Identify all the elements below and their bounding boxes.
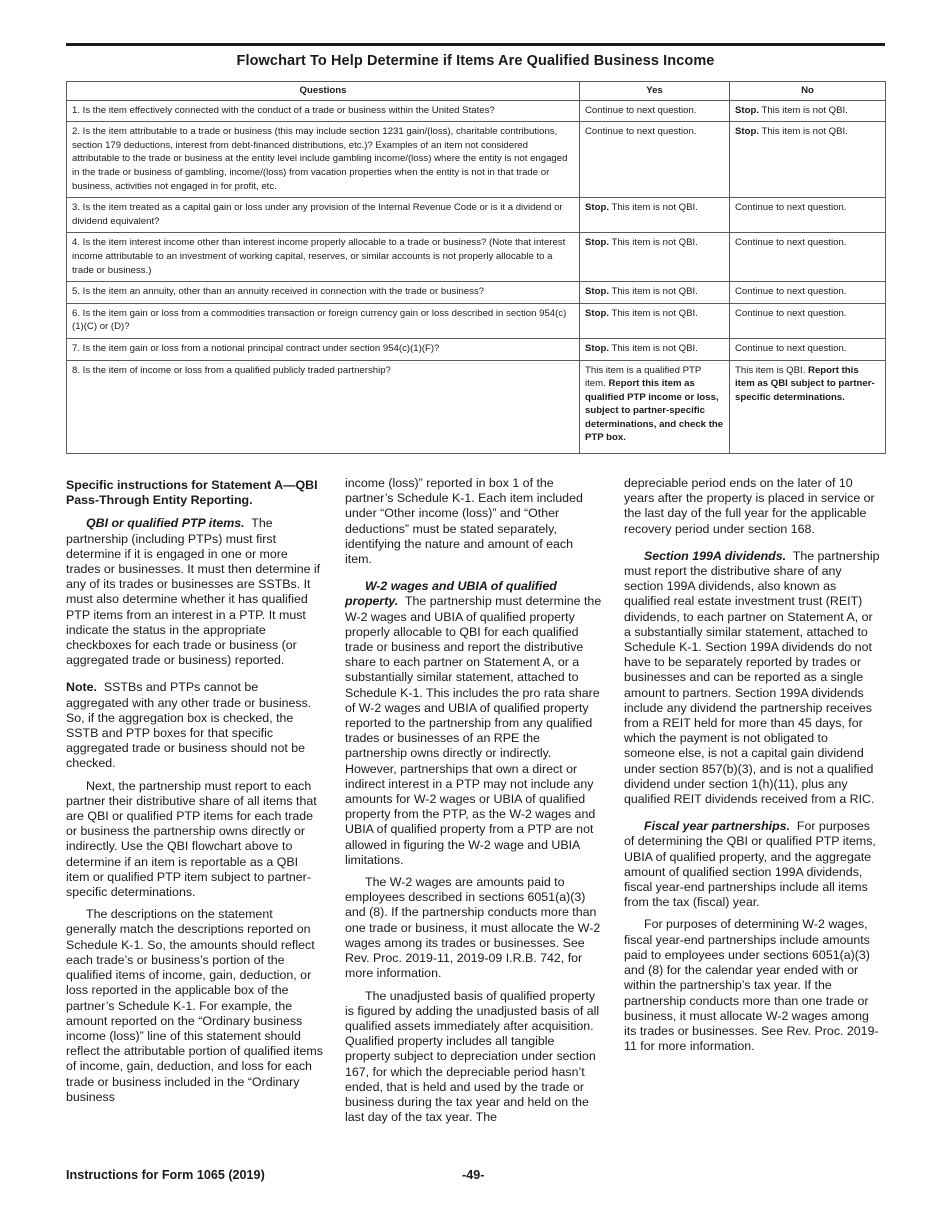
paragraph-heading: W-2 wages and UBIA of qualified property. — [345, 579, 557, 609]
no-text: This item is not QBI. — [758, 126, 848, 138]
yes-text: This item is not QBI. — [608, 342, 698, 354]
yes-cell — [580, 122, 730, 198]
no-instruction: Report this item as QBI subject to partner-specific determinations. — [735, 364, 875, 403]
yes-cell — [580, 303, 730, 338]
top-rule — [66, 43, 885, 46]
no-cell — [730, 303, 886, 338]
page-title: Flowchart To Help Determine if Items Are Qualified Business Income — [236, 53, 715, 69]
question-cell: 4. Is the item interest income other than interest income properly allocable to a trade or business? (Note that interest income attributable to an investment of working capital, reserves, or similar accounts is not properly allocable to a trade or business.) — [67, 233, 580, 282]
question-cell: 3. Is the item treated as a capital gain or loss under any provision of the Internal Revenue Code or is it a dividend or dividend equivalent? — [67, 198, 580, 233]
table-row — [67, 338, 886, 360]
yes-instruction: Report this item as qualified PTP income or loss, subject to partner-specific determinations, and check the PTP box. — [585, 378, 724, 444]
paragraph: For purposes of determining W-2 wages, fiscal year-end partnerships include amounts paid to employees under sections 6051(a)(3) and (8) for the calendar year ended with or within the partnership’s tax year. If the partnership conducts more than one trade or business, it must allocate W-2 wages among its trades or businesses. See Rev. Proc. 2019-11 for more information. — [624, 917, 879, 1054]
yes-cell — [580, 100, 730, 122]
page-number: -49- — [462, 1168, 485, 1182]
no-text: Continue to next question. — [735, 286, 847, 298]
no-text: Continue to next question. — [735, 237, 847, 249]
no-text: Continue to next question. — [735, 202, 847, 214]
paragraph — [66, 516, 323, 668]
paragraph-heading: QBI or qualified PTP items. — [86, 516, 245, 531]
yes-cell — [580, 282, 730, 304]
no-cell — [730, 122, 886, 198]
form-footer-title: Instructions for Form 1065 (2019) — [66, 1168, 265, 1182]
table-row — [67, 198, 886, 233]
note-paragraph — [66, 680, 323, 771]
no-cell — [730, 198, 886, 233]
no-stop: Stop. — [735, 126, 759, 138]
header-no: No — [730, 82, 886, 101]
paragraph: Next, the partnership must report to each partner their distributive share of all items that are QBI or qualified PTP items for each trade or business the partnership owns directly or indirectly. Use the QBI flowchart above to determine if an item is reportable as a QBI item or qualified PTP item subject to partner-specific determinations. — [66, 778, 317, 900]
yes-text: This item is not QBI. — [608, 202, 698, 214]
yes-text: This item is not QBI. — [608, 237, 698, 249]
yes-text: This item is not QBI. — [608, 307, 698, 319]
qbi-flowchart-table — [66, 81, 886, 454]
table-row — [67, 360, 886, 454]
note-label: Note. — [66, 680, 97, 695]
question-cell: 6. Is the item gain or loss from a commodities transaction or foreign currency gain or loss described in section 954(c)(1)(C) or (D)? — [67, 303, 580, 338]
table-row — [67, 282, 886, 304]
table-row — [67, 233, 886, 282]
paragraph-text: The partnership must report the distributive share of any section 199A dividends, also known as qualified real estate investment trust (REIT) dividends, to each partner on Statement A, or a substantially similar statement, attached to Schedule K-1. Section 199A dividends do not have to be separately reported by trades or businesses and can be reported as a single amount to partners. Section 199A dividends include any dividend the partnership receives from a REIT held for more than 45 days, for which the payment is not obligated to someone else, is not a capital gain dividend under section 857(b)(3), and is not a qualified dividend under section 1(h)(11), plus any qualified REIT dividends received from a RIC. — [624, 548, 880, 807]
yes-stop: Stop. — [585, 307, 609, 319]
paragraph: depreciable period ends on the later of 10 years after the property is placed in service or the last day of the full year for the applicable recovery period under section 168. — [624, 476, 875, 536]
section-heading: Specific instructions for Statement A—QBI Pass-Through Entity Reporting. — [66, 478, 318, 508]
yes-text: Continue to next question. — [585, 126, 697, 138]
paragraph: income (loss)” reported in box 1 of the partner’s Schedule K-1. Each item included under “Other income (loss)” and “Other deductions” must be stated separately, identifying the nature and amount of each item. — [345, 476, 583, 567]
yes-stop: Stop. — [585, 202, 609, 214]
no-text: Continue to next question. — [735, 307, 847, 319]
no-cell — [730, 282, 886, 304]
header-yes: Yes — [580, 82, 730, 101]
no-cell — [730, 233, 886, 282]
no-cell — [730, 338, 886, 360]
table-row — [67, 100, 886, 122]
yes-cell — [580, 233, 730, 282]
yes-text: Continue to next question. — [585, 104, 697, 116]
no-text: Continue to next question. — [735, 342, 847, 354]
paragraph-heading: Section 199A dividends. — [644, 548, 787, 563]
paragraph-text: The partnership must determine the W-2 wages and UBIA of qualified property properly allocable to QBI for each qualified trade or business and report the distributive share to each partner on Statement A, or a substantially similar statement, attached to Schedule K-1. This includes the pro rata share of W-2 wages and UBIA of qualified property reported to the partnership from any qualified trades or businesses of an RPE the partnership owns directly or indirectly. However, partnerships that own a direct or indirect interest in a PTP may not include any amounts for W-2 wages or UBIA of qualified property from the PTP, as the W-2 wages and UBIA of qualified property from a PTP are not allowed in figuring the W-2 wage and UBIA limitations. — [345, 594, 602, 867]
no-cell — [730, 360, 886, 454]
column-2 — [345, 476, 602, 1132]
table-row — [67, 122, 886, 198]
column-3 — [624, 476, 881, 1061]
header-questions: Questions — [67, 82, 580, 101]
paragraph-heading: Fiscal year partnerships. — [644, 819, 791, 834]
question-cell: 7. Is the item gain or loss from a notional principal contract under section 954(c)(1)(F)? — [67, 338, 580, 360]
yes-text: This item is not QBI. — [608, 286, 698, 298]
yes-stop: Stop. — [585, 342, 609, 354]
table-header-row — [67, 82, 886, 101]
question-cell: 2. Is the item attributable to a trade or business (this may include section 1231 gain/(loss), charitable contributions, section 179 deductions, interest from debt-financed distributions, etc.)? Examples of an item not considered attributable to the trade or business at the entity level include gambling income/(loss) where the entity is not engaged in the trade or business of gambling, income/(loss) from vacation properties when the entity is not in that trade or business, activities not engaged in for profit, etc. — [67, 122, 580, 198]
table-row — [67, 303, 886, 338]
no-stop: Stop. — [735, 104, 759, 116]
paragraph — [624, 549, 881, 807]
column-1 — [66, 476, 323, 1112]
paragraph-text: The partnership (including PTPs) must first determine if it is engaged in one or more trades or businesses. It must then determine if any of its trades or businesses are SSTBs. It must also determine whether it has qualified PTP items from an interest in a PTP. It must indicate the status in the appropriate checkboxes for each trade or business (or aggregated trade or business) reported. — [66, 516, 321, 668]
paragraph: The W-2 wages are amounts paid to employees described in sections 6051(a)(3) and (8). If the partnership conducts more than one trade or business, it must allocate the W-2 wages among its trades or businesses. See Rev. Proc. 2019-11, 2019-09 I.R.B. 742, for more information. — [345, 875, 601, 981]
paragraph: The descriptions on the statement generally match the descriptions reported on Schedule K-1. So, the amounts should reflect each trade’s or business’s portion of the qualified items of income, gain, deduction, or loss reported in the applicable box of the partner’s Schedule K-1. For example, the amount reported on the “Ordinary business income (loss)” line of this statement should reflect the attributable portion of qualified items of income, gain, deduction, and loss for each trade or business included in the “Ordinary business — [66, 907, 323, 1104]
paragraph-text: For purposes of determining the QBI or qualified PTP items, UBIA of qualified property, and the aggregate amount of qualified section 199A dividends, fiscal year-end partnerships include all items from the tax (fiscal) year. — [624, 819, 876, 910]
yes-cell — [580, 338, 730, 360]
yes-stop: Stop. — [585, 286, 609, 298]
question-cell: 8. Is the item of income or loss from a qualified publicly traded partnership? — [67, 360, 580, 454]
yes-cell — [580, 198, 730, 233]
yes-stop: Stop. — [585, 237, 609, 249]
no-text: This item is QBI. — [735, 364, 809, 376]
paragraph: The unadjusted basis of qualified property is figured by adding the unadjusted basis of all qualified assets immediately after acquisition. Qualified property includes all tangible property subject to depreciation under section 167, for which the depreciable period hasn’t ended, that is held and used by the trade or business during the tax year and held on the last day of the tax year. The — [345, 988, 600, 1125]
paragraph — [624, 819, 881, 910]
note-text: SSTBs and PTPs cannot be aggregated with any other trade or business. So, if the aggregation box is checked, the SSTB and PTP boxes for that specific aggregated trade or business should not be checked. — [66, 680, 312, 771]
yes-text: This item is a qualified PTP item. — [585, 364, 702, 390]
no-text: This item is not QBI. — [758, 104, 848, 116]
yes-cell — [580, 360, 730, 454]
instructions-body — [66, 476, 885, 1125]
question-cell: 5. Is the item an annuity, other than an annuity received in connection with the trade or business? — [67, 282, 580, 304]
question-cell: 1. Is the item effectively connected with the conduct of a trade or business within the United States? — [67, 100, 580, 122]
paragraph — [345, 579, 602, 868]
no-cell — [730, 100, 886, 122]
